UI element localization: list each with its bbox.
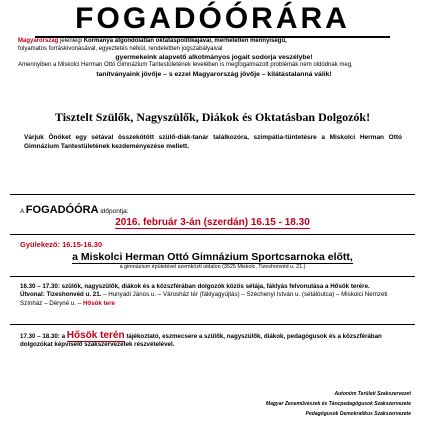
signature-2: Magyar Zeneművészek és Táncpedagógusok Szakszervezete bbox=[265, 401, 411, 407]
invitation-text: Várjuk Önöket egy sétával összekötött szülő-diák-tanár találkozóra, szimpátia-tüntetésre a Miskolci Herman Ottó Gimnázium Tantestületének kezdeményezése mellett. bbox=[24, 134, 402, 150]
intro-text-1: jelenlegi bbox=[58, 38, 84, 44]
intro-line-2: folyamatos forráskivonásával, egyeztetés nélkül, rendeletben jogszabályaival bbox=[18, 45, 223, 52]
intro-text-2: átgondolatlan oktatáspolitikájával, mérhetetlen mennyiségű, bbox=[113, 38, 287, 44]
intro-future: tanítványaink jövője – s ezzel Magyarország jövője – kilátástalanná válik! bbox=[96, 70, 332, 78]
title-area bbox=[0, 0, 425, 38]
intro-government: Kormánya bbox=[83, 38, 114, 44]
gathering-time: Gyülekező: 16.15-16.30 bbox=[20, 240, 103, 249]
route-destination: Hősök tere bbox=[82, 299, 115, 307]
greeting-heading: Tisztelt Szülők, Nagyszülők, Diákok és Oktatásban Dolgozók! bbox=[54, 110, 371, 124]
divider-lower bbox=[10, 276, 415, 277]
lead-suffix: időpontja: bbox=[98, 208, 129, 215]
signature-3: Pedagógusok Demokratikus Szakszervezete bbox=[305, 411, 411, 417]
square-time: 17.30 – 18.30: a bbox=[20, 333, 67, 340]
venue-address: a gimnázium épületével szemközti oldalon (3525 Miskolc, Tizeshonvéd u. 21.) bbox=[119, 264, 306, 270]
page-title: FOGADÓÓRÁRA bbox=[35, 2, 390, 38]
intro-paragraph bbox=[18, 38, 410, 79]
event-date-text: 2016. február 3-án (szerdán) 16.15 - 18.30 bbox=[115, 217, 310, 228]
march-description: 16.30 – 17.30: szülők, nagyszülők, diákok és a közszférában dolgozók közös sétája, fáklyás felvonulása a Hősök terére. bbox=[20, 283, 370, 290]
event-date bbox=[0, 217, 425, 229]
divider-bottom bbox=[10, 324, 415, 325]
square-place: Hősök terén bbox=[66, 330, 125, 341]
square-description: tájékoztató, eszmecsere a szülők, nagyszülők, diákok, pedagógusok és a közszférában dolgozókat képviselő szakszervezetek részvételével. bbox=[20, 333, 382, 349]
divider-top bbox=[10, 194, 415, 195]
program-square bbox=[20, 332, 408, 350]
signature-1: Autonóm Területi Szakszervezet bbox=[334, 391, 411, 397]
route-label: Útvonal: Tizeshonvéd u. 21. bbox=[20, 291, 102, 299]
divider-mid bbox=[10, 234, 415, 235]
event-lead bbox=[20, 204, 129, 218]
route-text: – Hunyadi János u. – Városház tér (fáklyagyújtás) – Széchenyi István u. (sétálóutca) – Miskolci Nemzeti Színház – Déryné u. – bbox=[20, 291, 388, 307]
intro-country: Magyarország bbox=[18, 38, 59, 44]
intro-line-4: Amennyiben a Miskolci Herman Ottó Gimnázium Tantestületének levelében is megfogalmazott problémák nem oldódnak meg, bbox=[18, 62, 353, 69]
venue-text: a Miskolci Herman Ottó Gimnázium Sportcsarnoka előtt, bbox=[72, 251, 353, 263]
venue-title bbox=[0, 251, 425, 264]
lead-event-name: FOGADÓÓRA bbox=[25, 204, 99, 216]
intro-warning: gyermekeink alapvető alkotmányos jogait sodorja veszélybe! bbox=[115, 54, 313, 62]
program-march bbox=[20, 283, 408, 308]
lead-prefix: A bbox=[20, 208, 26, 215]
